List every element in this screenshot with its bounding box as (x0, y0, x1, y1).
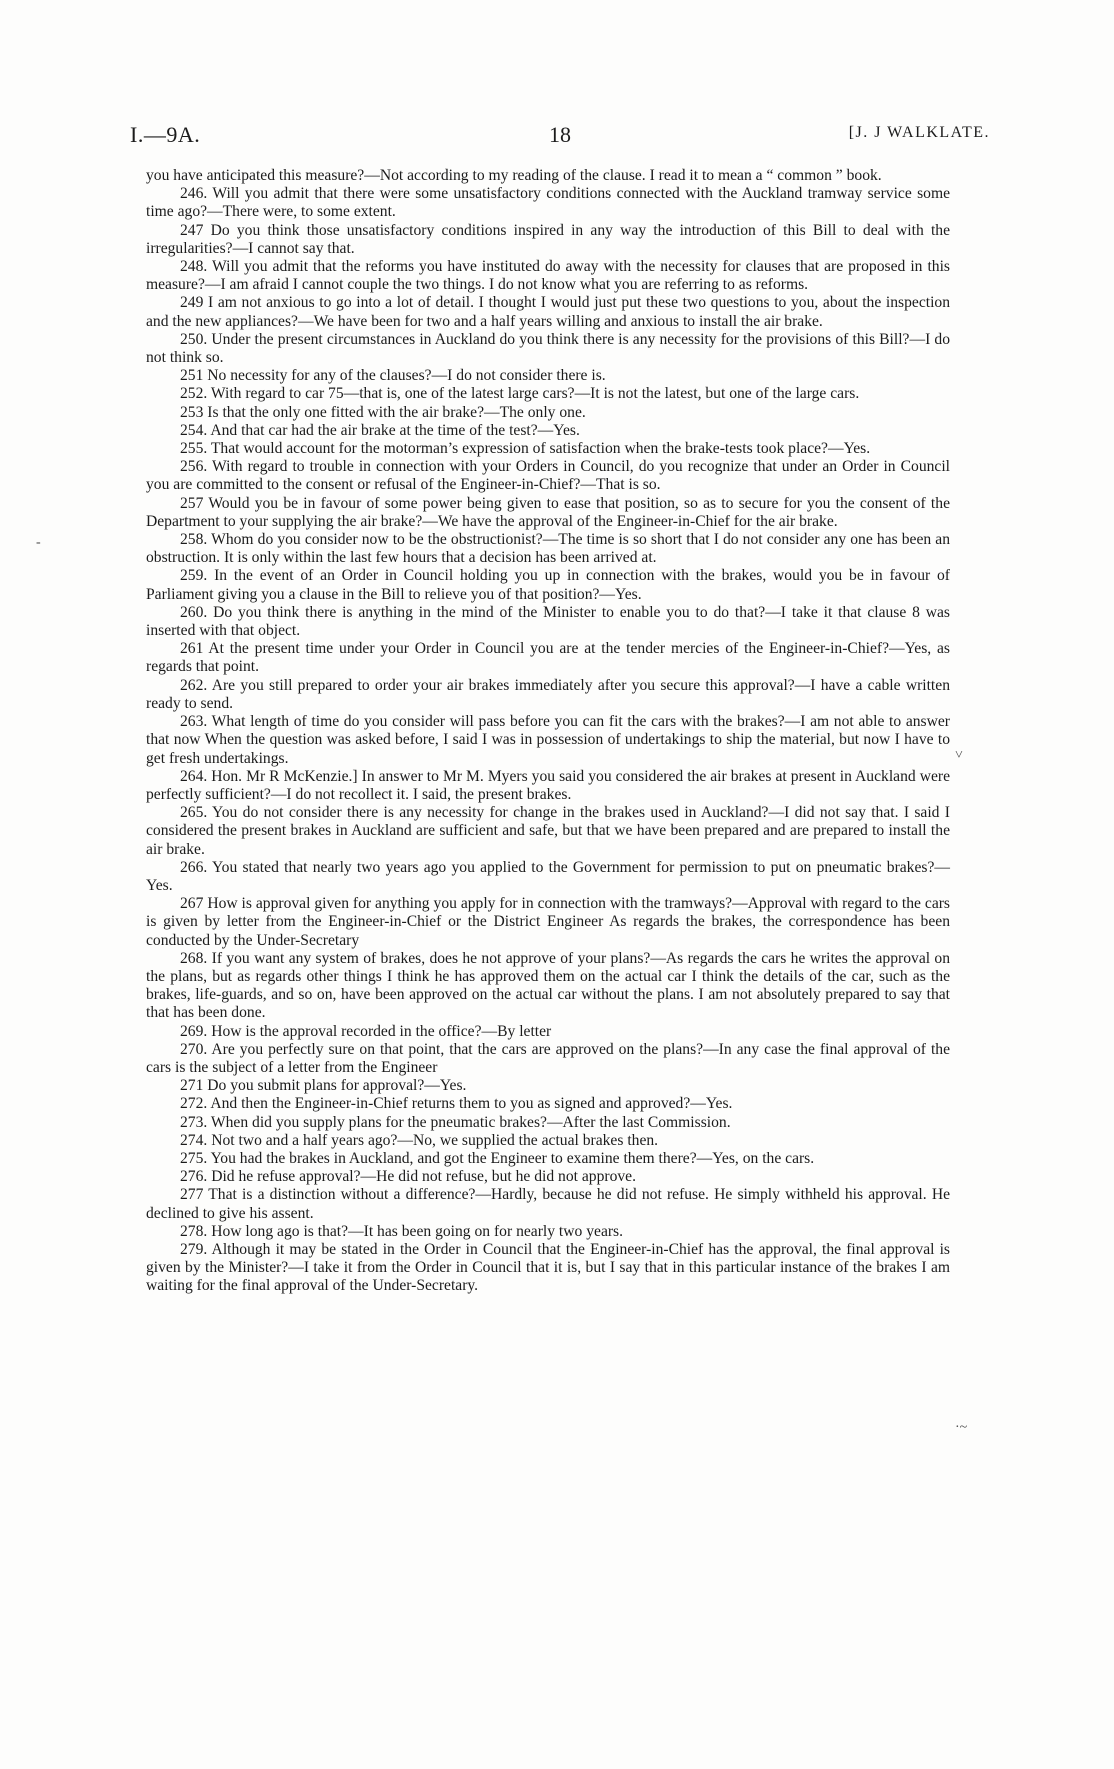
question-answer-paragraph: 276. Did he refuse approval?—He did not refuse, but he did not approve. (180, 1168, 636, 1186)
question-answer-paragraph: 269. How is the approval recorded in the office?—By letter (180, 1022, 552, 1040)
question-answer-paragraph: 250. Under the present circumstances in Auckland do you think there is any necessity for the provisions of this Bill?—I do not think so. (146, 330, 950, 367)
question-answer-paragraph: 263. What length of time do you consider will pass before you can fit the cars with the brakes?—I am not able to answer that now When the question was asked before, I said I was in possession of undertakings to ship the material, but now I have to get fresh undertakings. (146, 713, 950, 767)
question-answer-paragraph: 248. Will you admit that the reforms you have instituted do away with the necessity for clauses that are proposed in this measure?—I am afraid I cannot couple the two things. I do not know what you are referring to as reforms. (146, 258, 950, 294)
page-header (130, 122, 990, 152)
question-answer-paragraph: 256. With regard to trouble in connection with your Orders in Council, do you recognize that under an Order in Council you are committed to the consent or refusal of the Engineer-in-Chief?—That is so. (146, 458, 950, 494)
continued-paragraph: you have anticipated this measure?—Not according to my reading of the clause. I read it to mean a “ common ” book. (146, 167, 882, 184)
question-answer-paragraph: 275. You had the brakes in Auckland, and got the Engineer to examine them there?—Yes, on the cars. (180, 1149, 815, 1167)
question-answer-paragraph: 253 Is that the only one fitted with the air brake?—The only one. (180, 403, 586, 421)
question-answer-paragraph: 278. How long ago is that?—It has been going on for nearly two years. (180, 1222, 624, 1240)
question-answer-paragraph: 252. With regard to car 75—that is, one of the latest large cars?—It is not the latest, but one of the large cars. (180, 385, 860, 403)
question-answer-paragraph: 249 I am not anxious to go into a lot of detail. I thought I would just put these two questions to you, about the inspection and the new appliances?—We have been for two and a half years willing and anxious to install the air brake. (146, 294, 950, 330)
question-answer-paragraph: 260. Do you think there is anything in the mind of the Minister to enable you to do that?—I take it that clause 8 was inserted with that object. (146, 603, 950, 640)
question-answer-paragraph: 254. And that car had the air brake at the time of the test?—Yes. (180, 421, 580, 439)
margin-mark: - (36, 535, 41, 550)
witness-name: [J. J WALKLATE. (848, 124, 990, 141)
question-answer-paragraph: 255. That would account for the motorman’s expression of satisfaction when the brake-tests took place?—Yes. (180, 440, 871, 458)
question-answer-paragraph: 274. Not two and a half years ago?—No, we supplied the actual brakes then. (180, 1131, 659, 1149)
question-answer-paragraph: 258. Whom do you consider now to be the obstructionist?—The time is so short that I do not consider any one has been an obstruction. It is only within the last few hours that a decision has been arrived at. (146, 531, 950, 567)
parliamentary-paper-reference: I.—9A. (130, 122, 201, 147)
question-answer-paragraph: 273. When did you supply plans for the pneumatic brakes?—After the last Commission. (180, 1113, 731, 1131)
question-answer-paragraph: 270. Are you perfectly sure on that point, that the cars are approved on the plans?—In any case the final approval of the cars is the subject of a letter from the Engineer (146, 1040, 950, 1076)
question-answer-paragraph: 251 No necessity for any of the clauses?—I do not consider there is. (180, 367, 606, 385)
question-answer-paragraph: 247 Do you think those unsatisfactory conditions inspired in any way the introduction of this Bill to deal with the irregularities?—I cannot say that. (146, 221, 950, 257)
question-answer-paragraph: 259. In the event of an Order in Council holding you up in connection with the brakes, would you be in favour of Parliament giving you a clause in the Bill to relieve you of that position?—Yes. (146, 567, 950, 603)
evidence-text (146, 167, 950, 1296)
question-answer-paragraph: 279. Although it may be stated in the Order in Council that the Engineer-in-Chief has the approval, the final approval is given by the Minister?—I take it from the Order in Council that it is, but I say that in this particular instance of the brakes I am waiting for the final approval of the Under-Secretary. (146, 1240, 950, 1295)
question-answer-paragraph: 271 Do you submit plans for approval?—Yes. (180, 1077, 467, 1095)
question-answer-paragraph: 246. Will you admit that there were some unsatisfactory conditions connected with the Auckland tramway service some time ago?—There were, to some extent. (146, 185, 950, 221)
question-answer-paragraph: 265. You do not consider there is any necessity for change in the brakes used in Auckland?—I did not say that. I said I considered the present brakes in Auckland are sufficient and safe, but that we have been prepared and are prepared to install the air brake. (146, 804, 950, 858)
question-answer-paragraph: 264. Hon. Mr R McKenzie.] In answer to Mr M. Myers you said you considered the air brakes at present in Auckland were perfectly sufficient?—I do not recollect it. I said, the present brakes. (146, 767, 950, 803)
question-answer-paragraph: 266. You stated that nearly two years ago you applied to the Government for permission to put on pneumatic brakes?—Yes. (146, 858, 950, 894)
page-number: 18 (549, 122, 571, 147)
question-answer-paragraph: 272. And then the Engineer-in-Chief returns them to you as signed and approved?—Yes. (180, 1095, 733, 1113)
margin-mark: ˅ (955, 748, 963, 763)
question-answer-paragraph: 261 At the present time under your Order in Council you are at the tender mercies of the Engineer-in-Chief?—Yes, as regards that point. (146, 640, 950, 676)
question-answer-paragraph: 262. Are you still prepared to order your air brakes immediately after you secure this approval?—I have a cable written ready to send. (146, 676, 950, 712)
question-answer-paragraph: 268. If you want any system of brakes, does he not approve of your plans?—As regards the cars he writes the approval on the plans, but as regards other things I think he has approved them on the actual car I think the details of the car, such as the brakes, life-guards, and so on, have been approved on the actual car without the plans. I am not absolutely prepared to say that that has been done. (146, 949, 950, 1022)
question-answer-paragraph: 257 Would you be in favour of some power being given to ease that position, so as to secure for you the consent of the Department to your supplying the air brake?—We have the approval of the Engineer-in-Chief for the air brake. (146, 494, 950, 530)
question-answer-paragraph: 267 How is approval given for anything you apply for in connection with the tramways?—Approval with regard to the cars is given by letter from the Engineer-in-Chief or the District Engineer As regards the brakes, the correspondence has been conducted by the Under-Secretary (146, 895, 950, 949)
question-answer-paragraph: 277 That is a distinction without a difference?—Hardly, because he did not refuse. He simply withheld his approval. He declined to give his assent. (146, 1186, 950, 1222)
margin-mark: ·~ (955, 1420, 968, 1435)
